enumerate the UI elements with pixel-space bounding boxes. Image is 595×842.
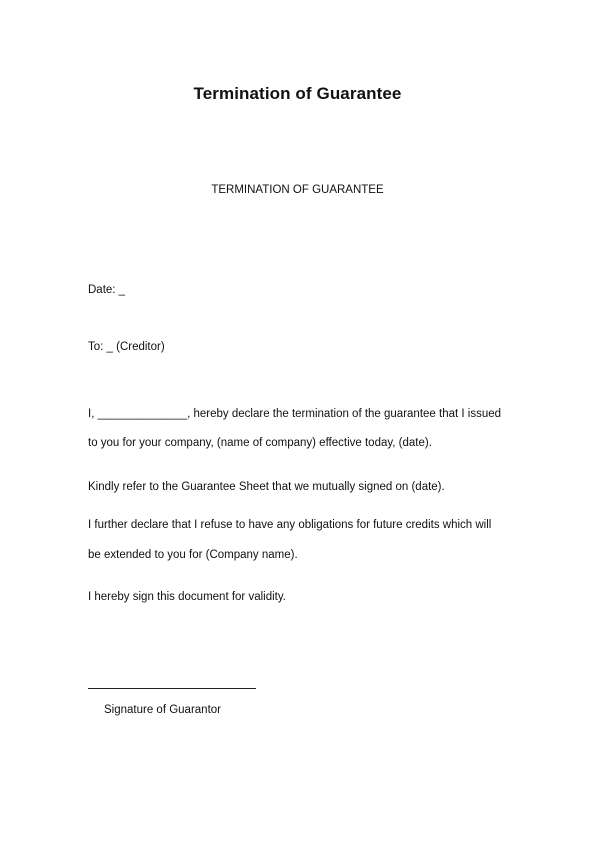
signature-label: Signature of Guarantor — [104, 704, 221, 716]
document-heading: TERMINATION OF GUARANTEE — [211, 184, 384, 196]
signature-line — [88, 688, 256, 689]
paragraph-1-line-2: to you for your company, (name of company) effective today, (date). — [88, 437, 432, 449]
paragraph-3-line-2: be extended to you for (Company name). — [88, 549, 298, 561]
paragraph-3-line-1: I further declare that I refuse to have any obligations for future credits which will — [88, 519, 492, 531]
paragraph-2: Kindly refer to the Guarantee Sheet that we mutually signed on (date). — [88, 481, 445, 493]
document-title: Termination of Guarantee — [193, 84, 402, 103]
recipient-line: To: _ (Creditor) — [88, 341, 165, 353]
paragraph-1-line-1: I, ______________, hereby declare the termination of the guarantee that I issued — [88, 408, 502, 420]
paragraph-4: I hereby sign this document for validity. — [88, 591, 286, 603]
date-line: Date: _ — [88, 284, 126, 296]
